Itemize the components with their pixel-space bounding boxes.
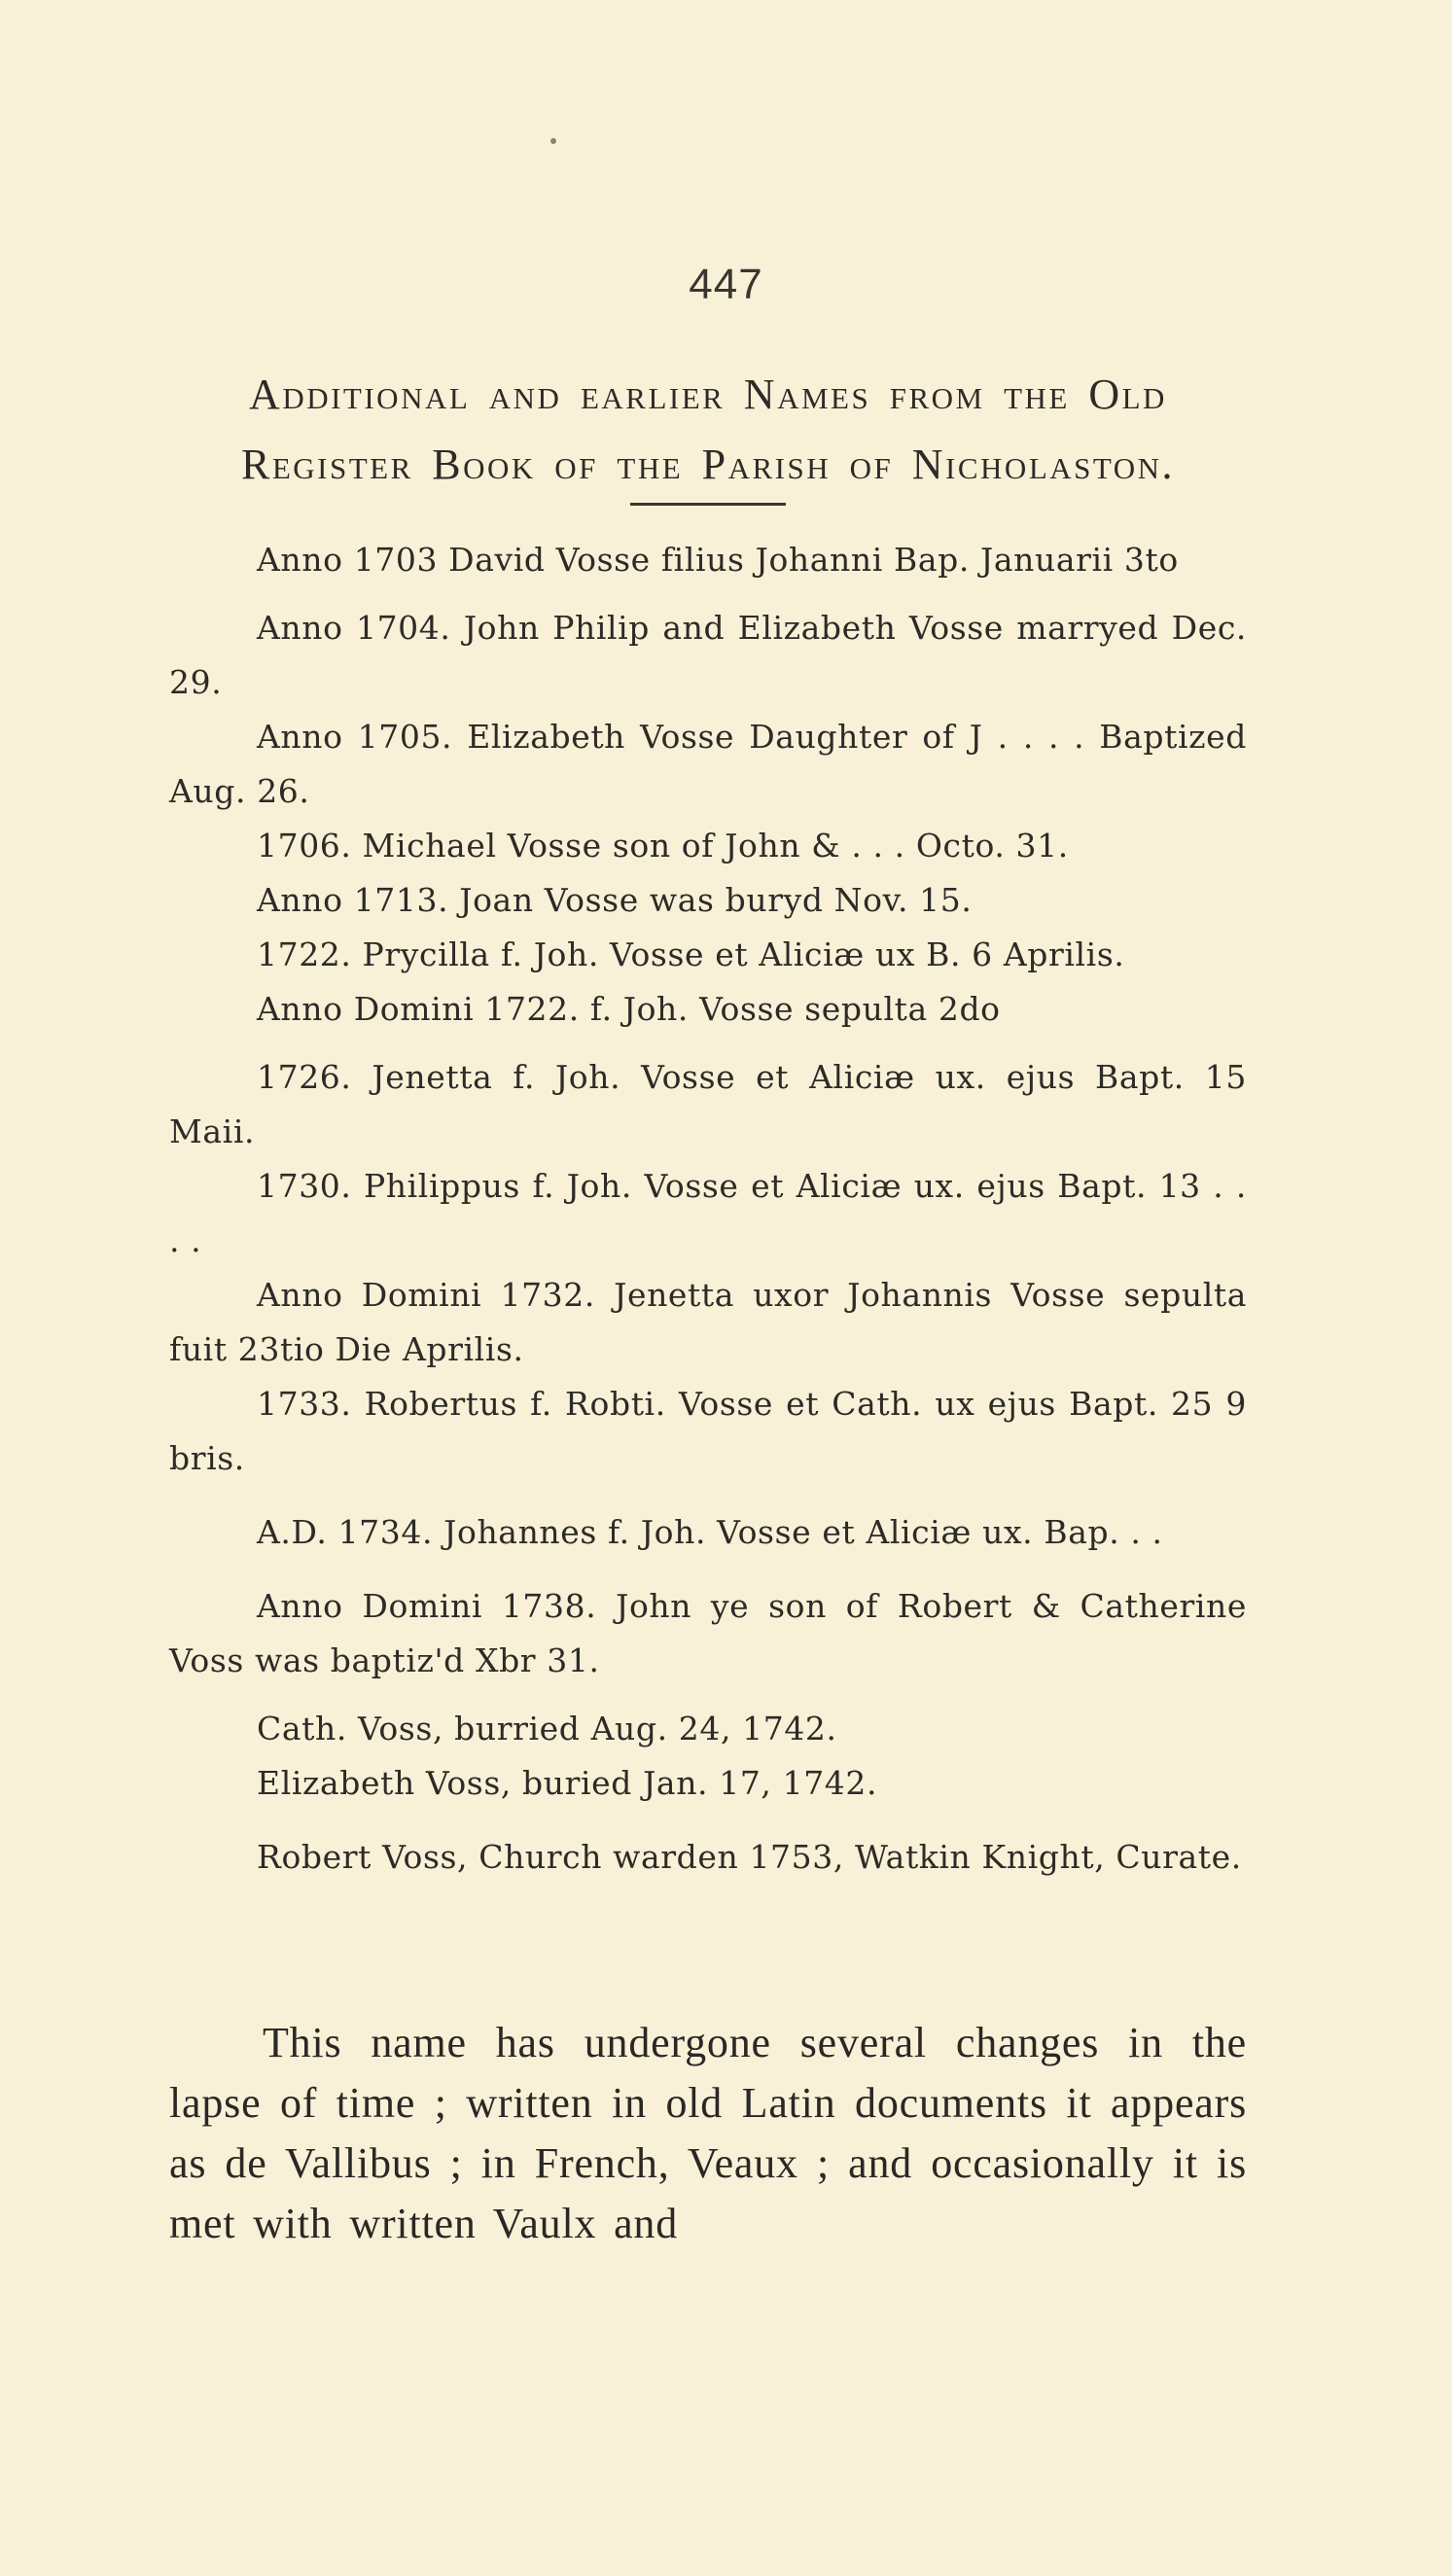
page-number: 447	[689, 261, 763, 308]
register-entry: Anno 1713. Joan Vosse was buryd Nov. 15.	[257, 881, 973, 919]
heading-divider	[630, 503, 786, 506]
register-entry: Anno Domini 1732. Jenetta uxor Johannis Vosse sepulta fuit 23tio Die Aprilis.	[169, 1276, 1247, 1368]
register-entry: 1730. Philippus f. Joh. Vosse et Aliciæ ux. ejus Bapt. 13 . . . .	[169, 1167, 1247, 1259]
register-entry: A.D. 1734. Johannes f. Joh. Vosse et Aliciæ ux. Bap. . .	[257, 1513, 1163, 1551]
register-entry: 1726. Jenetta f. Joh. Vosse et Aliciæ ux. ejus Bapt. 15 Maii.	[169, 1058, 1247, 1150]
register-entry: 1733. Robertus f. Robti. Vosse et Cath. ux ejus Bapt. 25 9 bris.	[169, 1385, 1247, 1477]
register-entry: Anno Domini 1738. John ye son of Robert & Catherine Voss was baptiz'd Xbr 31.	[169, 1587, 1247, 1679]
register-entry: 1722. Prycilla f. Joh. Vosse et Aliciæ ux B. 6 Aprilis.	[257, 935, 1125, 973]
register-entry: Elizabeth Voss, buried Jan. 17, 1742.	[257, 1764, 878, 1802]
paper-speck	[550, 138, 556, 144]
section-heading: Additional and earlier Names from the Old Register Book of the Parish of Nicholaston.	[240, 371, 1176, 488]
body-paragraph: This name has undergone several changes in the lapse of time ; written in old Latin documents it appears as de Vallibus ; in French, Veaux ; and occasionally it is met with written Vaulx and	[169, 2019, 1247, 2247]
register-entry: Cath. Voss, burried Aug. 24, 1742.	[257, 1710, 837, 1747]
register-entry: Anno 1704. John Philip and Elizabeth Vosse marryed Dec. 29.	[169, 609, 1247, 701]
register-entry: Anno 1703 David Vosse filius Johanni Bap. Januarii 3to	[257, 541, 1179, 579]
register-entry: Anno 1705. Elizabeth Vosse Daughter of J . . . . Baptized Aug. 26.	[169, 718, 1247, 810]
register-entry: 1706. Michael Vosse son of John & . . . Octo. 31.	[257, 827, 1069, 865]
register-entry: Robert Voss, Church warden 1753, Watkin Knight, Curate.	[257, 1838, 1242, 1876]
register-entries	[169, 533, 1247, 1885]
register-entry: Anno Domini 1722. f. Joh. Vosse sepulta 2do	[257, 990, 1001, 1028]
